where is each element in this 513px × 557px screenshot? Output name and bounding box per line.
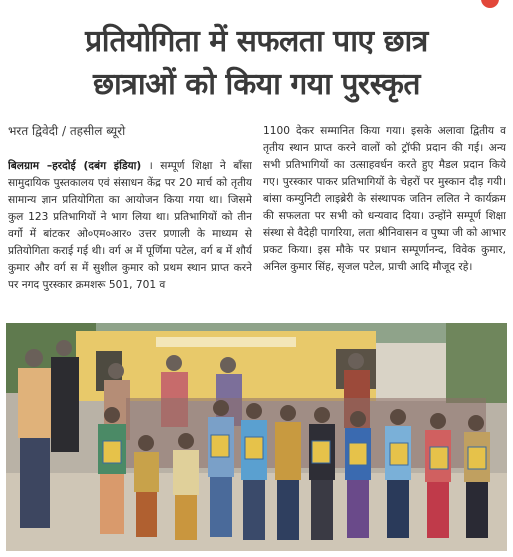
corner-tab: [481, 0, 499, 8]
byline: भरत द्विवेदी / तहसील ब्यूरो: [8, 124, 126, 138]
headline: [0, 22, 513, 106]
article-column-left: [8, 158, 252, 320]
news-photo: [6, 323, 507, 551]
group-photo-illustration: [6, 323, 507, 551]
article-column-right: [263, 123, 506, 320]
headline-line-2: छात्राओं को किया गया पुरस्कृत: [92, 67, 421, 102]
article-text-right: 1100 देकर सम्मानित किया गया। इसके अलावा द्वितीय व तृतीय स्थान प्राप्त करने वालों को ट्रॉफी प्रदान की गई। अन्य सभी प्रतिभागियों का उत्साहवर्धन करते हुए मैडल प्रदान किये गए। पुरस्कार पाकर प्रतिभागियों के चेहरों पर मुस्कान दौड़ गयी। बांसा कम्युनिटी लाइब्रेरी के संस्थापक जतिन ललित ने कार्यक्रम की सफलता पर सभी को धन्यवाद दिया। उन्होंने सम्पूर्ण शिक्षा संस्था से वैदेही पागरिया, लता श्रीनिवासन व पुष्पा जी को आभार प्रकट किया। इस मौके पर प्रधान सम्पूर्णानन्द, विवेक कुमार, अनिल कुमार सिंह, सृजल पटेल, प्राची आदि मौजूद रहे।: [263, 125, 506, 273]
headline-line-1: प्रतियोगिता में सफलता पाए छात्र: [85, 24, 428, 59]
article-text-left: । सम्पूर्ण शिक्षा ने बाँसा सामुदायिक पुस्तकालय एवं संसाधन केंद्र पर 20 मार्च को तृतीय सामान्य ज्ञान प्रतियोगिता का आयोजन किया गया था। जिसमे कुल 123 प्रतिभागियों ने भाग लिया था। प्रतिभागियों को तीन वर्गो में बांटकर ओ०एम०आर० उत्तर प्रणाली के माध्यम से प्रतियोगिता कराई गई थी। वर्ग अ में पूर्णिमा पटेल, वर्ग ब में शौर्य कुमार और वर्ग स में सुशील कुमार को प्रथम स्थान प्राप्त करने पर नगद पुरस्कार क्रमशरू 501, 701 व: [8, 160, 252, 291]
dateline: बिलग्राम –हरदोई (दबंग इंडिया): [8, 160, 142, 172]
